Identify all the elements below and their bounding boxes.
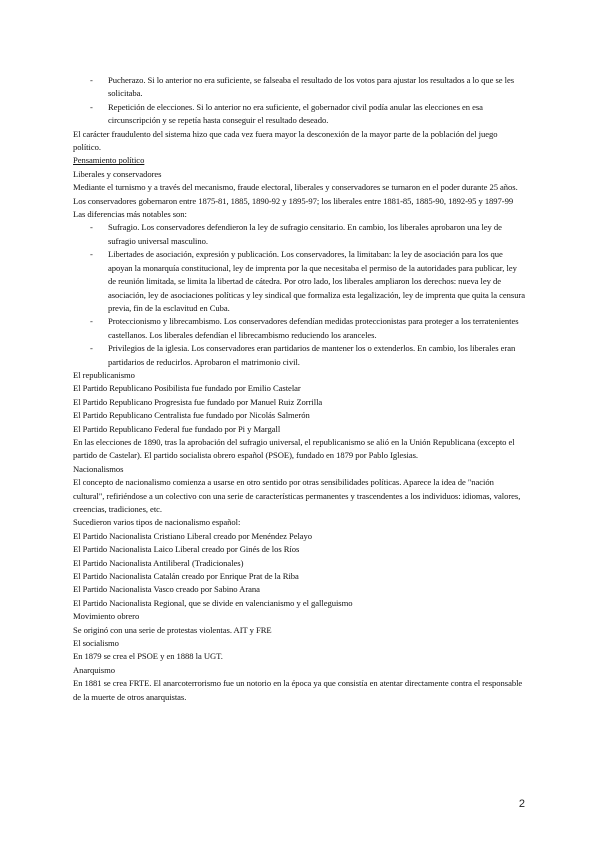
party-line: El Partido Republicano Posibilista fue fundado por Emilio Castelar — [73, 383, 301, 394]
party-line: El Partido Nacionalista Laico Liberal creado por Ginés de los Ríos — [73, 544, 300, 555]
heading-anarquismo: Anarquismo — [73, 664, 115, 675]
list-item-text: Privilegios de la iglesia. Los conservadores eran partidarios de mantener los o extenderlos. En cambio, los liberales eran partidarios de reducirlos. Aprobaron el matrimonio civil. — [108, 343, 516, 367]
party-line: El Partido Republicano Federal fue fundado por Pi y Margall — [73, 423, 281, 434]
party-line: El Partido Nacionalista Cristiano Liberal creado por Menéndez Pelayo — [73, 530, 313, 541]
party-line: El Partido Nacionalista Catalán creado por Enrique Prat de la Riba — [73, 571, 299, 582]
list-item-text: Sufragio. Los conservadores defendieron la ley de sufragio censitario. En cambio, los liberales aprobaron una ley de sufragio universal masculino. — [108, 222, 502, 246]
bullet-dash: - — [90, 75, 93, 85]
list-item-text: Proteccionismo y librecambismo. Los conservadores defendían medidas proteccionistas para proteger a los terratenientes castellanos. Los liberales defendían el librecambismo reduciendo los aranceles. — [108, 316, 519, 340]
list-item — [73, 315, 525, 342]
list-item — [73, 101, 525, 128]
paragraph-anarquismo: En 1881 se crea FRTE. El anarcoterrorismo fue un notorio en la época ya que consistía en atentar directamente contra el responsable de la muerte de otros anarquistas. — [73, 678, 523, 702]
paragraph-fraude: El carácter fraudulento del sistema hizo que cada vez fuera mayor la desconexión de la mayor parte de la población del juego político. — [73, 128, 498, 153]
paragraph-socialismo: En 1879 se crea el PSOE y en 1888 la UGT. — [73, 651, 223, 662]
heading-nacionalismos: Nacionalismos — [73, 463, 124, 474]
list-item-text: Libertades de asociación, expresión y publicación. Los conservadores, la limitaban: la ley de asociación para los que apoyan la monarquía constitucional, ley de imprenta por la que necesitaba el permiso de la autoridades para publicar, ley de reunión limitada, se limita la libertad de cátedra. Por otro lado, los liberales ampliaron los derechos: nueva ley de asociación, ley de asociaciones políticas y ley sindical que formaliza esta legalización, ley de imprenta que quita la censura previa, fin de la esclavitud en Cuba. — [108, 249, 526, 313]
list-item — [73, 74, 525, 101]
bullet-dash: - — [90, 249, 93, 260]
bullet-dash: - — [90, 101, 93, 112]
bullet-dash: - — [90, 222, 93, 233]
party-line: El Partido Republicano Centralista fue fundado por Nicolás Salmerón — [73, 410, 310, 421]
bullet-dash: - — [90, 343, 93, 354]
party-line: El Partido Nacionalista Antiliberal (Tradicionales) — [73, 557, 244, 568]
list-item-text: Pucherazo. Si lo anterior no era suficiente, se falseaba el resultado de los votos para ajustar los resultados a lo que se les solicitaba. — [108, 75, 515, 99]
page-number: 2 — [518, 798, 525, 810]
heading-liberales: Liberales y conservadores — [73, 168, 162, 179]
heading-republicanismo: El republicanismo — [73, 369, 135, 380]
party-line: El Partido Nacionalista Regional, que se divide en valencianismo y el galleguismo — [73, 597, 353, 608]
paragraph-sucedieron: Sucedieron varios tipos de nacionalismo español: — [73, 517, 241, 528]
heading-socialismo: El socialismo — [73, 638, 119, 649]
paragraph-obrero: Se originó con una serie de protestas violentas. AIT y FRE — [73, 624, 272, 635]
heading-movimiento-obrero: Movimiento obrero — [73, 611, 140, 622]
paragraph-1890: En las elecciones de 1890, tras la aprobación del sufragio universal, el republicanismo se alió en la Unión Republicana (excepto el partido de Castelar). El partido socialista obrero español (PSOE), fundado en 1879 por Pablo Iglesias. — [73, 436, 515, 461]
party-line: El Partido Republicano Progresista fue fundado por Manuel Ruiz Zorrilla — [73, 396, 323, 407]
party-line: El Partido Nacionalista Vasco creado por Sabino Arana — [73, 584, 260, 595]
paragraph-turnismo: Mediante el turnismo y a través del mecanismo, fraude electoral, liberales y conservadores se turnaron en el poder durante 25 años. Los conservadores gobernaron entre 1875-81, 1885, 1890-92 y 1895-97; los liberales entre 1881-85, 1885-90, 1892-95 y 1897-99 Las diferencias más notables son: — [73, 182, 518, 220]
page-body — [73, 74, 525, 704]
list-item — [73, 248, 525, 315]
list-item — [73, 342, 525, 369]
bullet-dash: - — [90, 316, 93, 327]
list-item — [73, 221, 525, 248]
heading-pensamiento: Pensamiento político — [73, 155, 145, 166]
paragraph-nacionalismo: El concepto de nacionalismo comienza a usarse en otro sentido por otras sensibilidades políticas. Aparece la idea de "nación cultural", refiriéndose a un colectivo con una serie de características permanentes y trascendentes a los individuos: idiomas, valores, creencias, tradiciones, etc. — [73, 477, 521, 514]
list-item-text: Repetición de elecciones. Si lo anterior no era suficiente, el gobernador civil podía anular las elecciones en esa circunscripción y se repetía hasta conseguir el resultado deseado. — [108, 101, 483, 126]
